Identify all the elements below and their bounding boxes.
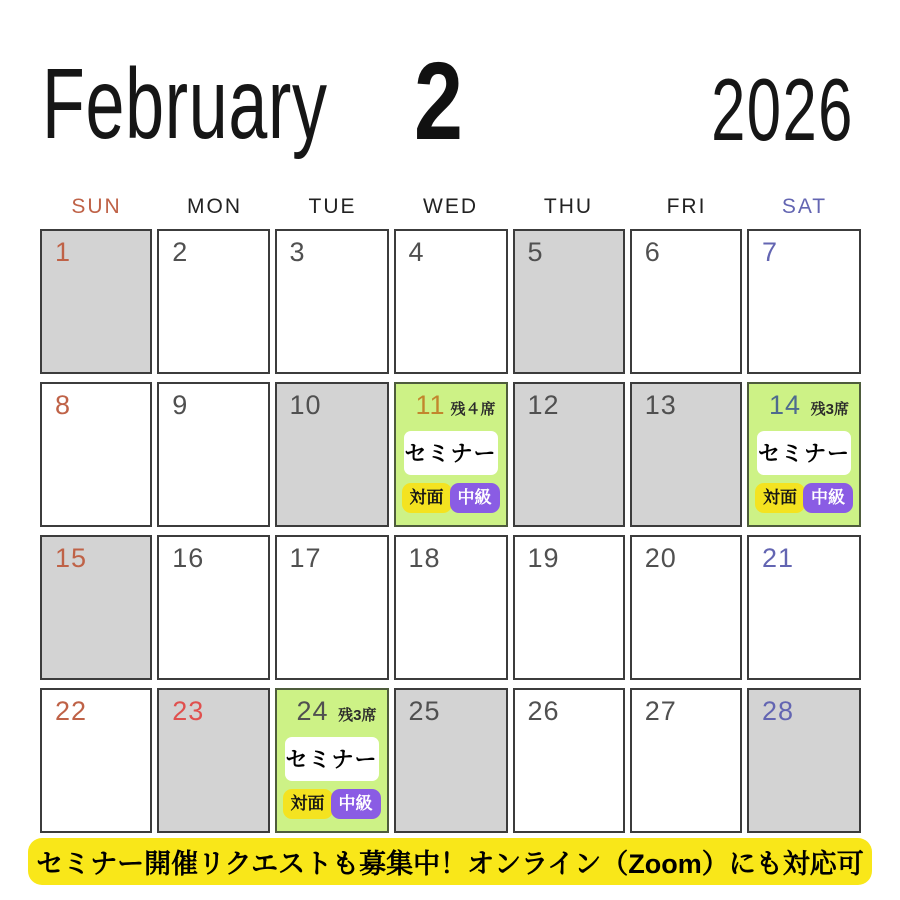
- day-cell-8: [40, 382, 152, 527]
- seminar-box: セミナー: [285, 737, 379, 781]
- day-number: 25: [408, 696, 441, 726]
- day-number: 10: [289, 390, 322, 420]
- day-cell-12: [513, 382, 625, 527]
- day-number: 27: [644, 696, 677, 726]
- day-cell-9: [157, 382, 269, 527]
- day-cell-23: [157, 688, 269, 833]
- month-name: February: [42, 48, 328, 160]
- in-person-badge: 対面: [755, 483, 805, 513]
- day-number: 16: [172, 543, 205, 573]
- day-number: 11: [415, 390, 446, 420]
- day-number: 28: [762, 696, 795, 726]
- day-number: 20: [644, 543, 677, 573]
- day-number: 22: [55, 696, 88, 726]
- day-cell-16: [157, 535, 269, 680]
- weekday-label-wed: WED: [423, 195, 478, 218]
- day-number: 5: [527, 237, 544, 267]
- weekday-label-tue: TUE: [308, 195, 357, 218]
- day-number: 3: [289, 237, 306, 267]
- event-header: [402, 392, 500, 419]
- seminar-box: セミナー: [404, 431, 498, 475]
- level-badge: 中級: [803, 483, 853, 513]
- day-number: 7: [762, 237, 779, 267]
- day-cell-27: [630, 688, 742, 833]
- event-badges: [755, 483, 853, 513]
- banner-text: セミナー開催リクエストも募集中！オンライン（Zoom）にも対応可: [36, 849, 864, 879]
- day-cell-28: [747, 688, 861, 833]
- day-number: 8: [55, 390, 72, 420]
- day-cell-21: [747, 535, 861, 680]
- seats-remaining-label: 残４席: [450, 401, 496, 418]
- year-label: 2026: [711, 60, 854, 159]
- weekday-label-sat: SAT: [781, 195, 828, 218]
- day-number: 9: [172, 390, 189, 420]
- calendar-grid: [40, 229, 861, 833]
- event-badges: [283, 789, 381, 819]
- seminar-box: セミナー: [757, 431, 851, 475]
- day-cell-6: [630, 229, 742, 374]
- day-number: 14: [769, 390, 802, 420]
- level-badge: 中級: [331, 789, 381, 819]
- day-cell-7: [747, 229, 861, 374]
- weekday-label-thu: THU: [543, 195, 594, 218]
- day-cell-26: [513, 688, 625, 833]
- weekday-header-row: [40, 192, 861, 222]
- day-number: 17: [289, 543, 322, 573]
- day-cell-5: [513, 229, 625, 374]
- day-number: 1: [55, 237, 72, 267]
- day-number: 24: [296, 696, 329, 726]
- month-number: 2: [414, 40, 463, 163]
- day-cell-19: [513, 535, 625, 680]
- day-cell-18: [394, 535, 508, 680]
- weekday-label-mon: MON: [187, 195, 242, 218]
- day-number: 2: [172, 237, 189, 267]
- day-cell-4: [394, 229, 508, 374]
- event-badges: [402, 483, 500, 513]
- day-cell-13: [630, 382, 742, 527]
- day-cell-22: [40, 688, 152, 833]
- weekday-label-fri: FRI: [666, 195, 707, 218]
- seats-remaining-label: 残3席: [810, 401, 849, 418]
- day-cell-24: [275, 688, 389, 833]
- day-number: 15: [55, 543, 88, 573]
- day-number: 18: [408, 543, 441, 573]
- level-badge: 中級: [450, 483, 500, 513]
- day-cell-15: [40, 535, 152, 680]
- day-cell-11: [394, 382, 508, 527]
- in-person-badge: 対面: [402, 483, 452, 513]
- day-number: 4: [408, 237, 425, 267]
- day-cell-17: [275, 535, 389, 680]
- weekday-label-sun: SUN: [71, 195, 122, 218]
- calendar-title-area: [0, 0, 900, 185]
- day-cell-14: [747, 382, 861, 527]
- day-cell-2: [157, 229, 269, 374]
- in-person-badge: 対面: [283, 789, 333, 819]
- day-number: 21: [762, 543, 795, 573]
- event-header: [283, 698, 381, 725]
- seats-remaining-label: 残3席: [338, 707, 377, 724]
- day-number: 19: [527, 543, 560, 573]
- day-number: 13: [644, 390, 677, 420]
- day-number: 26: [527, 696, 560, 726]
- footer-banner: [28, 838, 872, 885]
- day-number: 23: [172, 696, 205, 726]
- day-cell-3: [275, 229, 389, 374]
- day-number: 12: [527, 390, 560, 420]
- day-cell-1: [40, 229, 152, 374]
- day-cell-20: [630, 535, 742, 680]
- day-number: 6: [644, 237, 661, 267]
- event-header: [755, 392, 853, 419]
- day-cell-10: [275, 382, 389, 527]
- day-cell-25: [394, 688, 508, 833]
